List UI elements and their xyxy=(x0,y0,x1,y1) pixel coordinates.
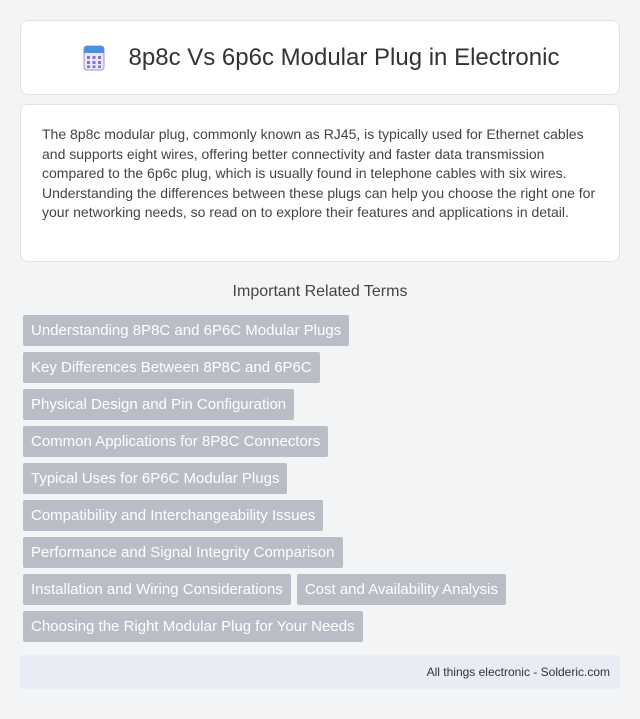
related-term-tag[interactable]: Compatibility and Interchangeability Issues xyxy=(23,500,323,531)
intro-card xyxy=(20,104,620,262)
related-term-tag[interactable]: Cost and Availability Analysis xyxy=(297,574,506,605)
related-terms-list xyxy=(23,315,623,648)
related-term-tag[interactable]: Physical Design and Pin Configuration xyxy=(23,389,294,420)
related-terms-heading: Important Related Terms xyxy=(232,283,408,300)
footer-text: All things electronic - Solderic.com xyxy=(426,665,610,679)
related-term-tag[interactable]: Installation and Wiring Considerations xyxy=(23,574,291,605)
related-term-tag[interactable]: Performance and Signal Integrity Comparison xyxy=(23,537,343,568)
related-term-tag[interactable]: Understanding 8P8C and 6P6C Modular Plugs xyxy=(23,315,349,346)
footer xyxy=(20,655,620,689)
related-term-tag[interactable]: Typical Uses for 6P6C Modular Plugs xyxy=(23,463,287,494)
header-card xyxy=(20,20,620,95)
calculator-icon xyxy=(81,45,107,71)
related-term-tag[interactable]: Common Applications for 8P8C Connectors xyxy=(23,426,328,457)
related-term-tag[interactable]: Choosing the Right Modular Plug for Your Needs xyxy=(23,611,363,642)
intro-text: The 8p8c modular plug, commonly known as RJ45, is typically used for Ethernet cables and supports eight wires, offering better connectivity and faster data transmission compared to the 6p6c plug, which is usually found in telephone cables with six wires. Understanding the differences between these plugs can help you choose the right one for your networking needs, so read on to explore their features and applications in detail. xyxy=(42,126,596,220)
related-term-tag[interactable]: Key Differences Between 8P8C and 6P6C xyxy=(23,352,320,383)
page-title: 8p8c Vs 6p6c Modular Plug in Electronic xyxy=(128,43,560,71)
